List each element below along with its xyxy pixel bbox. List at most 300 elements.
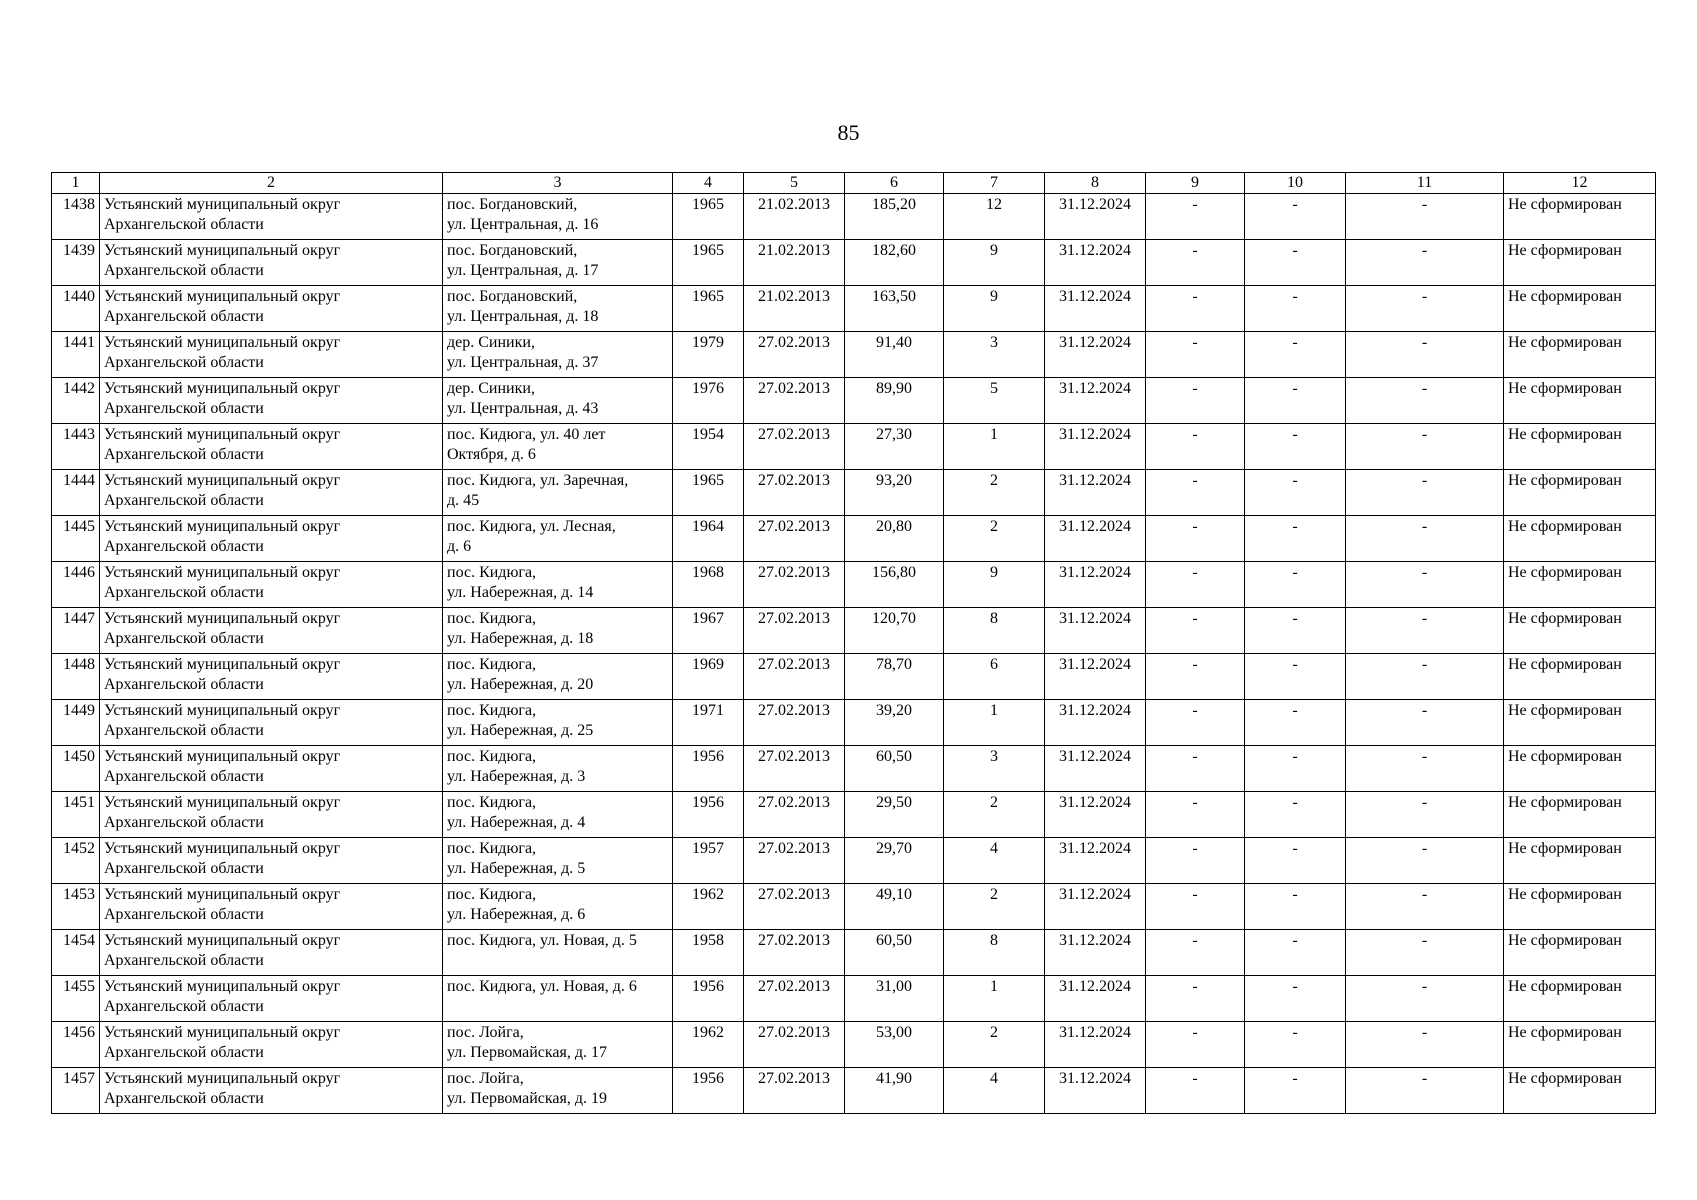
cell-text: Архангельской области: [104, 262, 264, 279]
count-cell: [944, 516, 1045, 562]
cell-text: -: [1292, 242, 1298, 259]
count-cell: [944, 194, 1045, 240]
cell-text: 21.02.2013: [758, 288, 830, 305]
status-cell: [1504, 746, 1656, 792]
count-cell: [944, 424, 1045, 470]
cell-text: 27.02.2013: [758, 426, 830, 443]
cell-text: 1445: [63, 518, 95, 535]
cell-text: 185,20: [872, 196, 916, 213]
deadline-date-cell: [1045, 1068, 1146, 1114]
cell-text: 1447: [63, 610, 95, 627]
col10-cell: [1245, 1022, 1346, 1068]
table-row: [52, 286, 1656, 332]
cell-text: -: [1292, 886, 1298, 903]
cell-text: пос. Лойга,: [447, 1024, 524, 1041]
col9-cell: [1146, 516, 1245, 562]
cell-text: Архангельской области: [104, 768, 264, 785]
table-row: [52, 608, 1656, 654]
column-header: 4: [673, 173, 744, 194]
cell-text: Архангельской области: [104, 538, 264, 555]
cell-text: 1449: [63, 702, 95, 719]
col9-cell: [1146, 286, 1245, 332]
area-cell: [845, 1022, 944, 1068]
cell-text: 1454: [63, 932, 95, 949]
cell-text: пос. Кидюга,: [447, 656, 537, 673]
table-row: [52, 516, 1656, 562]
col10-cell: [1245, 562, 1346, 608]
area-cell: [845, 470, 944, 516]
date-cell: [744, 700, 845, 746]
cell-text: 31.12.2024: [1059, 656, 1131, 673]
cell-text: 1451: [63, 794, 95, 811]
cell-text: Не сформирован: [1508, 1024, 1622, 1041]
date-cell: [744, 516, 845, 562]
municipality-cell: [100, 378, 443, 424]
year-cell: [673, 194, 744, 240]
cell-text: Октября, д. 6: [447, 446, 536, 463]
date-cell: [744, 240, 845, 286]
count-cell: [944, 792, 1045, 838]
status-cell: [1504, 470, 1656, 516]
cell-text: ул. Центральная, д. 18: [447, 308, 599, 325]
cell-text: -: [1192, 1024, 1198, 1041]
cell-text: 1954: [692, 426, 724, 443]
col10-cell: [1245, 286, 1346, 332]
cell-text: 1: [990, 978, 998, 995]
column-header: 6: [845, 173, 944, 194]
year-cell: [673, 424, 744, 470]
col11-cell: [1346, 286, 1504, 332]
date-cell: [744, 332, 845, 378]
year-cell: [673, 562, 744, 608]
cell-text: Архангельской области: [104, 216, 264, 233]
area-cell: [845, 654, 944, 700]
col10-cell: [1245, 1068, 1346, 1114]
status-cell: [1504, 976, 1656, 1022]
cell-text: Архангельской области: [104, 814, 264, 831]
year-cell: [673, 608, 744, 654]
cell-text: пос. Кидюга, ул. Заречная,: [447, 472, 629, 489]
area-cell: [845, 516, 944, 562]
cell-text: Устьянский муниципальный округ: [104, 288, 341, 305]
col11-cell: [1346, 654, 1504, 700]
year-cell: [673, 286, 744, 332]
col11-cell: [1346, 470, 1504, 516]
row-number-cell: [52, 470, 100, 516]
year-cell: [673, 654, 744, 700]
row-number-cell: [52, 240, 100, 286]
col9-cell: [1146, 1022, 1245, 1068]
col10-cell: [1245, 930, 1346, 976]
cell-text: 31.12.2024: [1059, 518, 1131, 535]
cell-text: 27.02.2013: [758, 1070, 830, 1087]
column-header: 11: [1346, 173, 1504, 194]
cell-text: ул. Первомайская, д. 19: [447, 1090, 607, 1107]
cell-text: 27.02.2013: [758, 1024, 830, 1041]
cell-text: -: [1192, 518, 1198, 535]
area-cell: [845, 930, 944, 976]
count-cell: [944, 470, 1045, 516]
column-header: 12: [1504, 173, 1656, 194]
cell-text: -: [1421, 1070, 1428, 1087]
cell-text: -: [1192, 288, 1198, 305]
count-cell: [944, 240, 1045, 286]
area-cell: [845, 884, 944, 930]
status-cell: [1504, 378, 1656, 424]
date-cell: [744, 378, 845, 424]
col9-cell: [1146, 424, 1245, 470]
cell-text: -: [1421, 1024, 1428, 1041]
municipality-cell: [100, 194, 443, 240]
deadline-date-cell: [1045, 976, 1146, 1022]
cell-text: Не сформирован: [1508, 656, 1622, 673]
cell-text: -: [1421, 748, 1428, 765]
cell-text: Не сформирован: [1508, 978, 1622, 995]
status-cell: [1504, 194, 1656, 240]
cell-text: 31.12.2024: [1059, 840, 1131, 857]
date-cell: [744, 1022, 845, 1068]
municipality-cell: [100, 1068, 443, 1114]
table-row: [52, 838, 1656, 884]
row-number-cell: [52, 746, 100, 792]
municipality-cell: [100, 286, 443, 332]
cell-text: -: [1421, 840, 1428, 857]
cell-text: -: [1421, 702, 1428, 719]
municipality-cell: [100, 792, 443, 838]
deadline-date-cell: [1045, 332, 1146, 378]
col9-cell: [1146, 654, 1245, 700]
cell-text: ул. Первомайская, д. 17: [447, 1044, 607, 1061]
cell-text: Не сформирован: [1508, 426, 1622, 443]
cell-text: 31.12.2024: [1059, 1024, 1131, 1041]
cell-text: 1965: [692, 472, 724, 489]
cell-text: пос. Кидюга,: [447, 794, 537, 811]
cell-text: 53,00: [876, 1024, 912, 1041]
date-cell: [744, 838, 845, 884]
cell-text: -: [1421, 610, 1428, 627]
col9-cell: [1146, 194, 1245, 240]
year-cell: [673, 884, 744, 930]
deadline-date-cell: [1045, 792, 1146, 838]
cell-text: Не сформирован: [1508, 886, 1622, 903]
area-cell: [845, 240, 944, 286]
cell-text: Устьянский муниципальный округ: [104, 978, 341, 995]
cell-text: 1979: [692, 334, 724, 351]
cell-text: пос. Кидюга,: [447, 748, 537, 765]
count-cell: [944, 332, 1045, 378]
cell-text: -: [1192, 1070, 1198, 1087]
cell-text: -: [1192, 978, 1198, 995]
address-cell: [443, 470, 673, 516]
table-row: [52, 378, 1656, 424]
cell-text: 1443: [63, 426, 95, 443]
table-row: [52, 424, 1656, 470]
status-cell: [1504, 516, 1656, 562]
cell-text: 1971: [692, 702, 724, 719]
status-cell: [1504, 424, 1656, 470]
cell-text: пос. Кидюга, ул. Новая, д. 6: [447, 978, 637, 995]
area-cell: [845, 194, 944, 240]
cell-text: -: [1192, 242, 1198, 259]
date-cell: [744, 884, 845, 930]
deadline-date-cell: [1045, 746, 1146, 792]
cell-text: 1965: [692, 196, 724, 213]
cell-text: Архангельской области: [104, 906, 264, 923]
cell-text: Архангельской области: [104, 308, 264, 325]
cell-text: 1457: [63, 1070, 95, 1087]
row-number-cell: [52, 286, 100, 332]
area-cell: [845, 976, 944, 1022]
year-cell: [673, 746, 744, 792]
cell-text: Архангельской области: [104, 492, 264, 509]
cell-text: Не сформирован: [1508, 748, 1622, 765]
municipality-cell: [100, 930, 443, 976]
cell-text: 27.02.2013: [758, 840, 830, 857]
cell-text: 1965: [692, 242, 724, 259]
address-cell: [443, 194, 673, 240]
cell-text: 6: [990, 656, 998, 673]
status-cell: [1504, 608, 1656, 654]
count-cell: [944, 286, 1045, 332]
cell-text: -: [1292, 518, 1298, 535]
municipality-cell: [100, 516, 443, 562]
cell-text: 1967: [692, 610, 724, 627]
col11-cell: [1346, 746, 1504, 792]
cell-text: Архангельской области: [104, 1090, 264, 1107]
year-cell: [673, 976, 744, 1022]
cell-text: -: [1192, 196, 1198, 213]
col9-cell: [1146, 378, 1245, 424]
address-cell: [443, 1022, 673, 1068]
cell-text: -: [1192, 932, 1198, 949]
cell-text: -: [1192, 656, 1198, 673]
cell-text: Не сформирован: [1508, 242, 1622, 259]
column-header: 1: [52, 173, 100, 194]
row-number-cell: [52, 700, 100, 746]
cell-text: Не сформирован: [1508, 518, 1622, 535]
cell-text: 31.12.2024: [1059, 472, 1131, 489]
year-cell: [673, 838, 744, 884]
row-number-cell: [52, 194, 100, 240]
cell-text: -: [1192, 840, 1198, 857]
cell-text: -: [1421, 518, 1428, 535]
cell-text: 2: [990, 886, 998, 903]
cell-text: 2: [990, 794, 998, 811]
cell-text: 5: [990, 380, 998, 397]
col11-cell: [1346, 332, 1504, 378]
area-cell: [845, 792, 944, 838]
col9-cell: [1146, 930, 1245, 976]
row-number-cell: [52, 838, 100, 884]
cell-text: 8: [990, 932, 998, 949]
cell-text: 1444: [63, 472, 95, 489]
col9-cell: [1146, 976, 1245, 1022]
cell-text: Архангельской области: [104, 998, 264, 1015]
cell-text: 27.02.2013: [758, 702, 830, 719]
cell-text: 31.12.2024: [1059, 886, 1131, 903]
col11-cell: [1346, 562, 1504, 608]
area-cell: [845, 746, 944, 792]
cell-text: Не сформирован: [1508, 794, 1622, 811]
cell-text: 1956: [692, 1070, 724, 1087]
cell-text: Устьянский муниципальный округ: [104, 932, 341, 949]
cell-text: 49,10: [876, 886, 912, 903]
col11-cell: [1346, 976, 1504, 1022]
col10-cell: [1245, 608, 1346, 654]
cell-text: 27.02.2013: [758, 794, 830, 811]
cell-text: -: [1292, 380, 1298, 397]
cell-text: -: [1192, 564, 1198, 581]
cell-text: пос. Кидюга,: [447, 886, 537, 903]
deadline-date-cell: [1045, 838, 1146, 884]
cell-text: 2: [990, 472, 998, 489]
year-cell: [673, 792, 744, 838]
area-cell: [845, 838, 944, 884]
cell-text: 4: [990, 840, 998, 857]
col11-cell: [1346, 838, 1504, 884]
col9-cell: [1146, 608, 1245, 654]
cell-text: Не сформирован: [1508, 932, 1622, 949]
status-cell: [1504, 838, 1656, 884]
cell-text: Архангельской области: [104, 584, 264, 601]
year-cell: [673, 240, 744, 286]
year-cell: [673, 516, 744, 562]
cell-text: Устьянский муниципальный округ: [104, 426, 341, 443]
cell-text: 9: [990, 564, 998, 581]
cell-text: -: [1292, 1024, 1298, 1041]
status-cell: [1504, 1022, 1656, 1068]
cell-text: Не сформирован: [1508, 472, 1622, 489]
cell-text: -: [1421, 426, 1428, 443]
row-number-cell: [52, 516, 100, 562]
cell-text: 31.12.2024: [1059, 932, 1131, 949]
address-cell: [443, 792, 673, 838]
cell-text: ул. Набережная, д. 14: [447, 584, 594, 601]
cell-text: 31.12.2024: [1059, 242, 1131, 259]
cell-text: Не сформирован: [1508, 380, 1622, 397]
col11-cell: [1346, 194, 1504, 240]
cell-text: 1962: [692, 886, 724, 903]
cell-text: ул. Набережная, д. 20: [447, 676, 594, 693]
col9-cell: [1146, 562, 1245, 608]
address-cell: [443, 930, 673, 976]
cell-text: -: [1421, 334, 1428, 351]
date-cell: [744, 470, 845, 516]
cell-text: -: [1292, 702, 1298, 719]
address-cell: [443, 286, 673, 332]
deadline-date-cell: [1045, 194, 1146, 240]
year-cell: [673, 700, 744, 746]
cell-text: 1956: [692, 748, 724, 765]
status-cell: [1504, 792, 1656, 838]
status-cell: [1504, 240, 1656, 286]
column-header: 9: [1146, 173, 1245, 194]
cell-text: 1439: [63, 242, 95, 259]
cell-text: Устьянский муниципальный округ: [104, 748, 341, 765]
address-cell: [443, 378, 673, 424]
address-cell: [443, 424, 673, 470]
cell-text: 3: [990, 748, 998, 765]
cell-text: 21.02.2013: [758, 196, 830, 213]
col10-cell: [1245, 976, 1346, 1022]
cell-text: д. 45: [447, 492, 480, 509]
municipality-cell: [100, 470, 443, 516]
cell-text: Архангельской области: [104, 676, 264, 693]
column-header: 2: [100, 173, 443, 194]
cell-text: пос. Кидюга, ул. Новая, д. 5: [447, 932, 637, 949]
address-cell: [443, 838, 673, 884]
cell-text: 31.12.2024: [1059, 196, 1131, 213]
cell-text: -: [1421, 196, 1428, 213]
col10-cell: [1245, 470, 1346, 516]
row-number-cell: [52, 930, 100, 976]
cell-text: 31.12.2024: [1059, 748, 1131, 765]
deadline-date-cell: [1045, 930, 1146, 976]
cell-text: 1448: [63, 656, 95, 673]
cell-text: 27.02.2013: [758, 518, 830, 535]
col10-cell: [1245, 654, 1346, 700]
date-cell: [744, 1068, 845, 1114]
municipality-cell: [100, 838, 443, 884]
cell-text: дер. Синики,: [447, 334, 535, 351]
housing-registry-table: [51, 172, 1656, 1114]
cell-text: 31.12.2024: [1059, 334, 1131, 351]
table-row: [52, 332, 1656, 378]
cell-text: 31.12.2024: [1059, 978, 1131, 995]
cell-text: 182,60: [872, 242, 916, 259]
cell-text: 1964: [692, 518, 724, 535]
cell-text: ул. Центральная, д. 43: [447, 400, 599, 417]
table-row: [52, 1022, 1656, 1068]
cell-text: -: [1292, 840, 1298, 857]
cell-text: ул. Набережная, д. 18: [447, 630, 594, 647]
row-number-cell: [52, 332, 100, 378]
col9-cell: [1146, 240, 1245, 286]
col11-cell: [1346, 378, 1504, 424]
cell-text: -: [1421, 656, 1428, 673]
cell-text: -: [1192, 702, 1198, 719]
cell-text: 1965: [692, 288, 724, 305]
cell-text: 39,20: [876, 702, 912, 719]
cell-text: 91,40: [876, 334, 912, 351]
cell-text: Устьянский муниципальный округ: [104, 610, 341, 627]
municipality-cell: [100, 1022, 443, 1068]
cell-text: 1450: [63, 748, 95, 765]
col10-cell: [1245, 332, 1346, 378]
cell-text: 4: [990, 1070, 998, 1087]
address-cell: [443, 976, 673, 1022]
cell-text: 1456: [63, 1024, 95, 1041]
deadline-date-cell: [1045, 240, 1146, 286]
deadline-date-cell: [1045, 562, 1146, 608]
cell-text: 9: [990, 242, 998, 259]
cell-text: 31.12.2024: [1059, 564, 1131, 581]
cell-text: 3: [990, 334, 998, 351]
cell-text: ул. Набережная, д. 6: [447, 906, 586, 923]
date-cell: [744, 286, 845, 332]
cell-text: ул. Центральная, д. 37: [447, 354, 599, 371]
cell-text: -: [1192, 334, 1198, 351]
table-row: [52, 194, 1656, 240]
area-cell: [845, 286, 944, 332]
cell-text: 27.02.2013: [758, 380, 830, 397]
cell-text: 89,90: [876, 380, 912, 397]
cell-text: 156,80: [872, 564, 916, 581]
municipality-cell: [100, 654, 443, 700]
count-cell: [944, 930, 1045, 976]
municipality-cell: [100, 700, 443, 746]
cell-text: ул. Набережная, д. 3: [447, 768, 586, 785]
